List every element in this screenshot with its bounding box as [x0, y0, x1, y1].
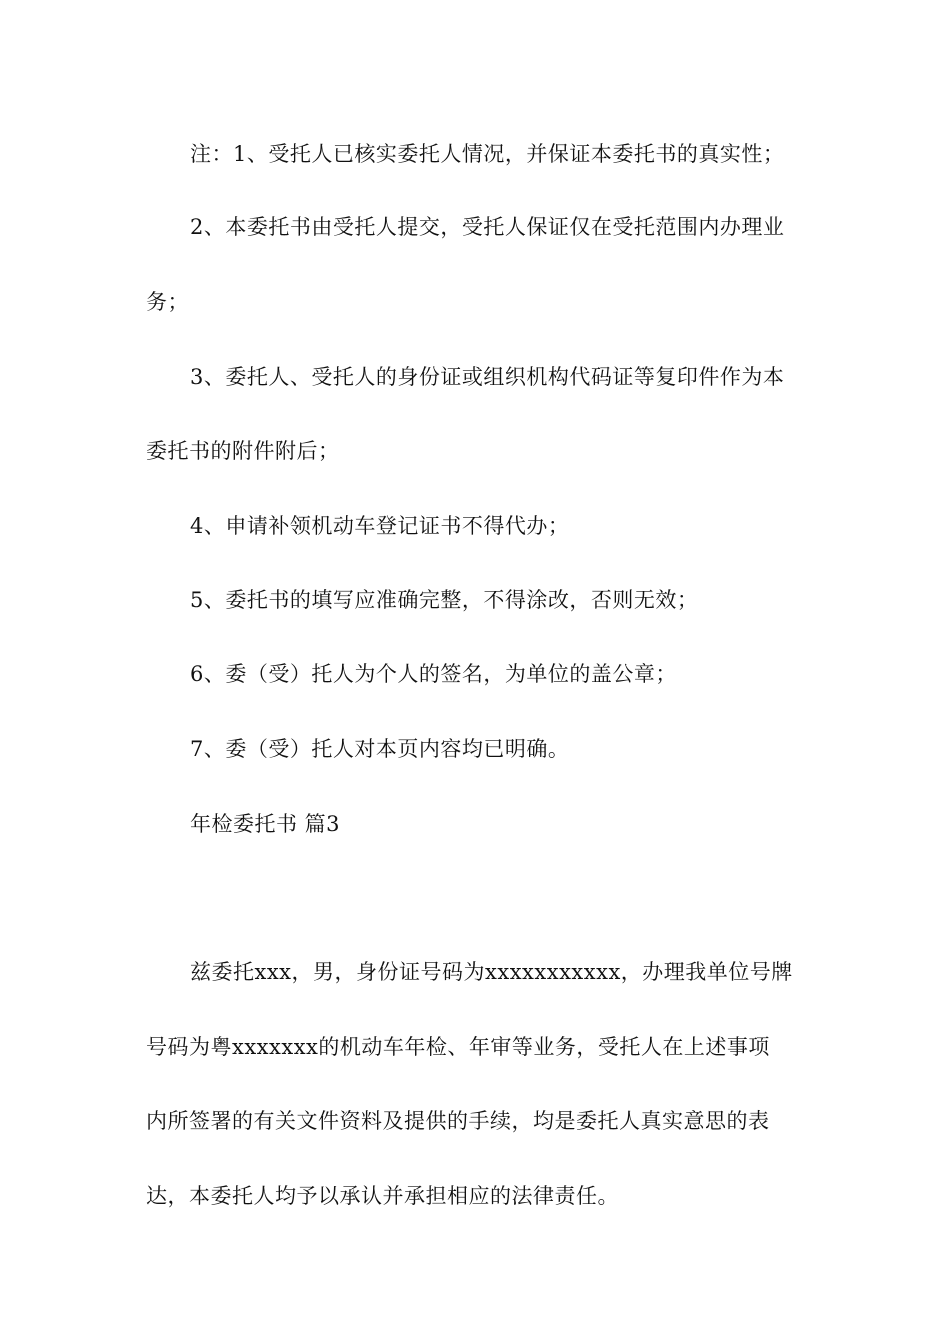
body-paragraph-line-2: 号码为粤xxxxxxx的机动车年检、年审等业务，受托人在上述事项: [146, 1035, 770, 1059]
note-item-7: 7、委（受）托人对本页内容均已明确。: [190, 737, 570, 761]
note-item-5: 5、委托书的填写应准确完整，不得涂改，否则无效；: [190, 588, 699, 612]
section-heading: 年检委托书 篇3: [190, 812, 341, 836]
note-item-1: 注：1、受托人已核实委托人情况，并保证本委托书的真实性；: [190, 142, 785, 166]
body-paragraph-line-3: 内所签署的有关文件资料及提供的手续，均是委托人真实意思的表: [146, 1109, 770, 1133]
note-item-2: 2、本委托书由受托人提交，受托人保证仅在受托范围内办理业: [190, 215, 785, 239]
note-item-4: 4、申请补领机动车登记证书不得代办；: [190, 514, 570, 538]
body-paragraph-line-1: 兹委托xxx，男，身份证号码为xxxxxxxxxxx，办理我单位号牌: [190, 960, 793, 984]
note-item-3: 3、委托人、受托人的身份证或组织机构代码证等复印件作为本: [190, 365, 785, 389]
note-item-2-continued: 务；: [146, 290, 189, 314]
note-item-3-continued: 委托书的附件附后；: [146, 439, 340, 463]
body-paragraph-line-4: 达，本委托人均予以承认并承担相应的法律责任。: [146, 1184, 619, 1208]
note-item-6: 6、委（受）托人为个人的签名，为单位的盖公章；: [190, 662, 677, 686]
